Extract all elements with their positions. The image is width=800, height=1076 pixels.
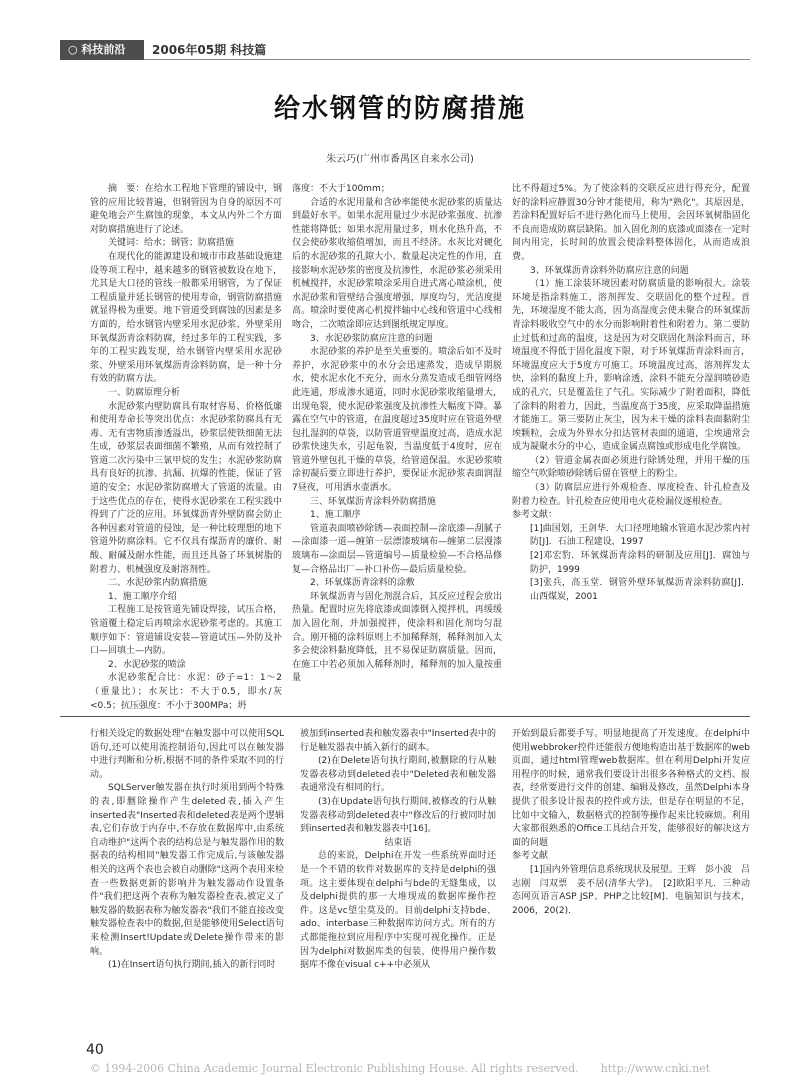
paragraph: SQLServer触发器在执行时须用到两个特殊的表,即删除操作产生deleted表,插入产生inserted表"Inserted表和deleted表是两个逻辑表,它们存放于内存中,不存放在数据库中,由系统自动维护"这两个表的结构总是与触发器作用的数据表的结构相同"触发器工作完成后,与该触发器相关的这两个表也会被自动删除"这两个表用来检查一些数据更新的影响并为触发器动作设置条件"我们把这两个表称为触发器检查表,被定义了触发器的数据表称为触发器表"我们不能直接改变触发器检查表中的数据,但是能够使用Select语句来检测Insert!Update或Delete操作带来的影响。 <box>90 783 284 957</box>
section-tag: ○ 科技前沿 <box>60 40 144 60</box>
keywords: 关键词：给水；钢管；防腐措施 <box>108 238 235 249</box>
running-header <box>60 40 750 60</box>
paragraph: (1)在Insert语句执行期间,插入的新行同时 <box>108 960 276 971</box>
article-title: 给水钢管的防腐措施 <box>273 94 526 124</box>
paragraph: 管道表面喷砂除锈—表面控制—涂底漆—刮腻子—涂面漆一道—缠第一层漂漆玻璃布—缠第二层漫漆玻璃布—涂面层—管道编号—质量检验—不合格品修复—合格品出厂—补口补伤—最后质量检验。 <box>292 523 502 575</box>
article-column-2 <box>292 183 502 683</box>
author-line: 朱云巧(广州市番禺区自来水公司) <box>326 154 474 165</box>
paragraph: （2）管道金属表面必须进行除锈处理，并用干燥的压缩空气吹除喷砂除锈后留在管壁上的粉尘。 <box>512 455 750 480</box>
paragraph: 在现代化的能源建设和城市市政基础设施建设等项工程中，越来越多的钢管被数设在地下，尤其是大口径的管线一般都采用钢管，为了保证工程质量并延长钢管的使用寿命，钢管防腐措施就显得极为重要。地下管道受到腐蚀的因素是多方面的，给水钢管内壁采用水泥砂浆、外壁采用环氧煤沥青涂料防腐，经过多年的工程实践，多年的工程实践发现，给水钢管内壁采用水泥砂浆、外壁采用环氧煤沥青涂料防腐，是一种十分有效的防腐方法。 <box>90 251 282 385</box>
references-heading: 参考文献： <box>512 510 558 521</box>
paragraph: 开始到最后都要手写。明显地提高了开发速度。在delphi中使用webbroker控件还能很方便地构造出基于数据库的web页面，通过html管理web数据库。但在利用Delphi开发应用程序的时候，通常我们要设计出很多各种格式的文档、报表，经常要进行文件的创建、编辑及修改，虽然Delphi本身提供了很多设计报表的控件或方法，但是存在明显的不足，比如中文输入，数据格式的控制等操作起来比较麻烦。利用大家都很熟悉的Office工具结合开发，能够很好的解决这方面的问题 <box>512 729 750 848</box>
paragraph: 行相关设定的数据处理"在触发器中可以使用SQL语句,还可以使用流控制语句,因此可以在触发器中进行判断和分析,根据不同的条件采取不同的行动。 <box>90 729 284 780</box>
section-heading: 一、防腐原理分析 <box>108 387 181 398</box>
reference-item: [2]邓宏豹．环氧煤沥青涂料的研制及应用[J]．腐蚀与防护，1999 <box>530 551 750 575</box>
page-number: 40 <box>86 1042 104 1058</box>
references-heading: 参考文献 <box>512 851 549 862</box>
lower-column-3 <box>512 728 750 1040</box>
reference-list: [1]国内外管理信息系统现状及展望。王辉 彭小波 吕志刚 闫双票 姜不居(清华大学)。 [2]欧阳平凡．三种动态网页语言ASP JSP、PHP之比较[M]．电脑知识与技术，2006，20(2)． <box>512 864 750 916</box>
subsection-heading: 2、水泥砂浆的喷涂 <box>108 659 186 670</box>
lower-column-1 <box>90 728 284 1040</box>
section-heading: 二、水泥砂浆内防腐措施 <box>108 578 208 589</box>
paragraph: 水泥砂浆配合比：水泥：砂子=1：1～2（重量比）；水灰比：不大于0.5，即水/灰<0.5；抗压强度：不小于300MPa；坍 <box>90 673 282 711</box>
conclusion-heading: 结束语 <box>384 837 412 848</box>
lower-column-2 <box>300 728 496 1040</box>
paragraph: 合适的水泥用量和含砂率能使水泥砂浆的质量达到最好水平。如果水泥用量过少水泥砂浆强度、抗渗性能将降低；如果水泥用量过多，则水化热升高，不仅会使砂浆收缩值增加，而且不经济。水灰比对硬化后的水泥砂浆的孔隙大小、数量起决定性的作用，直接影响水泥砂浆的密度及抗渗性，水泥砂浆必须采用机械搅拌，水泥砂浆喷涂采用自进式离心喷涂机，使水泥砂浆和管壁结合强度增强，厚度均匀，光洁度提高。喷涂时要使离心机搅拌轴中心线和管道中心线相吻合，二次喷涂即应达到图纸规定厚度。 <box>292 197 502 330</box>
reference-item: [1]曲国划，王剑华．大口径埋地输水管道水泥沙浆内衬防[J]．石油工程建设，1997 <box>530 523 750 548</box>
paragraph: 环氧煤沥青与固化剂混合后，其反应过程会放出热量。配置时应先将底漆或面漆倒入搅拌机，再缓缓加入固化剂，并加强搅拌，使涂料和固化剂均匀混合。刚开桶的涂料原则上不加稀释剂，稀释剂加入太多会使涂料黏度降低，且不易保证防腐质量。因而，在施工中若必须加入稀释剂时，稀释剂的加入量按重量 <box>292 591 502 684</box>
paragraph: （1）施工涂装环境因素对防腐质量的影响很大。涂装环境是指涂料施工、溶剂挥发、交联固化的整个过程。首先，环境湿度不能太高，因为高湿度会使未聚合的环氧煤沥青涂料吸收空气中的水分而影响附着性和附着力。第二要防止过低和过高的温度，这是因为对交联固化剂涂料而言，环境温度不得低于固化温度下限，对于环氧煤沥青涂料而言，环境温度应大于5度方可施工。环境温度过高，溶剂挥发太快，涂料的黏度上升，影响涂透，涂料不能充分湿润喷砂造成的孔穴，只是覆盖住了气孔。实际减少了附着面积，降低了涂料的附着力，因此，当温度高于35度，应采取降温措施才能施工。第三要防止灰尘，因为未干燥的涂料表面黏附尘埃颗粒，会成为外界水分扣达管材表面的通道，尘埃通常会成为凝聚水分的中心，造成金属点腐蚀或形成电化学腐蚀。 <box>512 279 750 453</box>
subsection-heading: 1、施工顺序介绍 <box>108 591 177 602</box>
paragraph: 落度：不大于100mm； <box>292 184 390 194</box>
paragraph: (2)在Delete语句执行期间,被删除的行从触发器表移动到deleted表中"Deleted表和触发器表通常没有相同的行。 <box>300 756 496 794</box>
subsection-heading: 3、环氧煤沥青涂料外防腐应注意的问题 <box>530 265 689 276</box>
paragraph: 被加到inserted表和触发器表中"Inserted表中的行是触发器表中插入新行的副本。 <box>300 729 496 753</box>
abstract: 摘 要：在给水工程地下管理的铺设中，钢管的应用比较普遍，但钢管因为自身的原因不可避免地会产生腐蚀的现象，本文从内外二个方面对防腐措施进行了论述。 <box>90 184 282 235</box>
paragraph: 工程施工是按管道先铺设焊接，试压合格，管道覆土稳定后再喷涂水泥砂浆考虑的。其施工顺序如下：管道铺设安装—管道试压—外防及补口—回填土—内防。 <box>90 605 282 657</box>
article-column-1 <box>90 183 282 711</box>
paragraph: 比不得超过5%。为了使涂料的交联反应进行得充分，配置好的涂料应静置30分钟才能使用，称为"熟化"。其原因是，若涂料配置好后不进行熟化而马上使用，会因环氧树脂固化不良而造成防腐层缺陷。加入固化剂的底漆或面漆在一定时间内用完，长时间的放置会使涂料整体固化，从而造成浪费。 <box>512 184 750 262</box>
copyright-footer: © 1994-2006 China Academic Journal Electronic Publishing House. All rights reserved. http://www.cnki.net <box>89 1062 711 1075</box>
reference-item: [3]张兵，高玉堂．钢管外壁环氧煤沥青涂料防腐[J]．山西煤炭，2001 <box>530 578 750 602</box>
article-separator <box>60 716 750 717</box>
article-column-3 <box>512 183 750 683</box>
paragraph: 水泥砂浆内壁防腐具有取材容易、价格低廉和使用寿命长等突出优点：水泥砂浆防腐具有无毒、无有害物质渗透溢出，砂浆层使铁细菌无法生成，砂浆层表面细菌不繁殖，从而有效控制了管道二次污染中三氯甲烷的发生；水泥砂浆防腐具有良好的抗渗、抗漏、抗爆的性能，保证了管道的安全；水泥砂浆防腐增大了管道的流量。由于这些优点的存在，使得水泥砂浆在工程实践中得到了广泛的应用。环氧煤沥青外壁防腐会防止各种因素对管道的侵蚀，是一种比较理想的地下管道外防腐涂料。它不仅具有煤沥青的廉价、耐酸、耐碱及耐水性能，而且还具备了环氧树脂的附着力、机械强度及耐溶剂性。 <box>90 401 282 575</box>
paragraph: 水泥砂浆的养护是至关重要的。喷涂后如不及时养护，水泥砂浆中的水分会迅速蒸发，造成早期脱水，使水泥水化不充分，而水分蒸发造成毛细管网络此连通，形成渗水通道，同时水泥砂浆收缩量增大，出现龟裂，使水泥砂浆强度及抗渗性大幅度下降。暴露在空气中的管道，在温度超过35度时应在管道外壁包扎湿润的草袋，以防管道管壁温度过高，造成水泥砂浆快速失水，引起龟裂，当温度低于4度时，应在管道外壁包扎干燥的草袋，给管道保温。水泥砂浆喷涂初凝后要立即进行养护，要保证水泥砂浆表面润湿7昼夜，可用洒水壶洒水。 <box>292 347 502 494</box>
header-rule <box>144 59 750 60</box>
subsection-heading: 1、施工顺序 <box>310 510 361 521</box>
paragraph: (3)在Update语句执行期间,被修改的行从触发器表移动到deleted表中"修改后的行被同时加到inserted表和触发器表中[16]。 <box>300 796 496 835</box>
section-heading: 三、环氧煤沥青涂料外防腐措施 <box>310 496 437 507</box>
paragraph: （3）防腐层应进行外观检查、厚度检查、针孔检查及附着力检查。针孔检查应使用电火花检漏仪逐根检查。 <box>512 483 750 507</box>
subsection-heading: 3、水泥砂浆防腐应注意的问题 <box>310 333 433 344</box>
paragraph: 总的来说，Delphi在开发一些系统界面时还是一个不错的软件对数据库的支持是delphi的强项。这主要体现在delphi与bde的无缝集成，以及delphi提供的那一大堆现成的数据库操作控件。这是vc望尘莫及的。目前delphi支持bde、ado、interbase三种数据库访问方式。所有的方式都能拖拉到应用程序中实现可视化操作。正是因为delphi对数据库类的包装，使得用户操作数据库不像在visual c++中必须从 <box>300 851 496 971</box>
issue-label: 2006年05期 科技篇 <box>152 43 267 57</box>
subsection-heading: 2、环氧煤沥青涂料的涂敷 <box>310 578 415 589</box>
